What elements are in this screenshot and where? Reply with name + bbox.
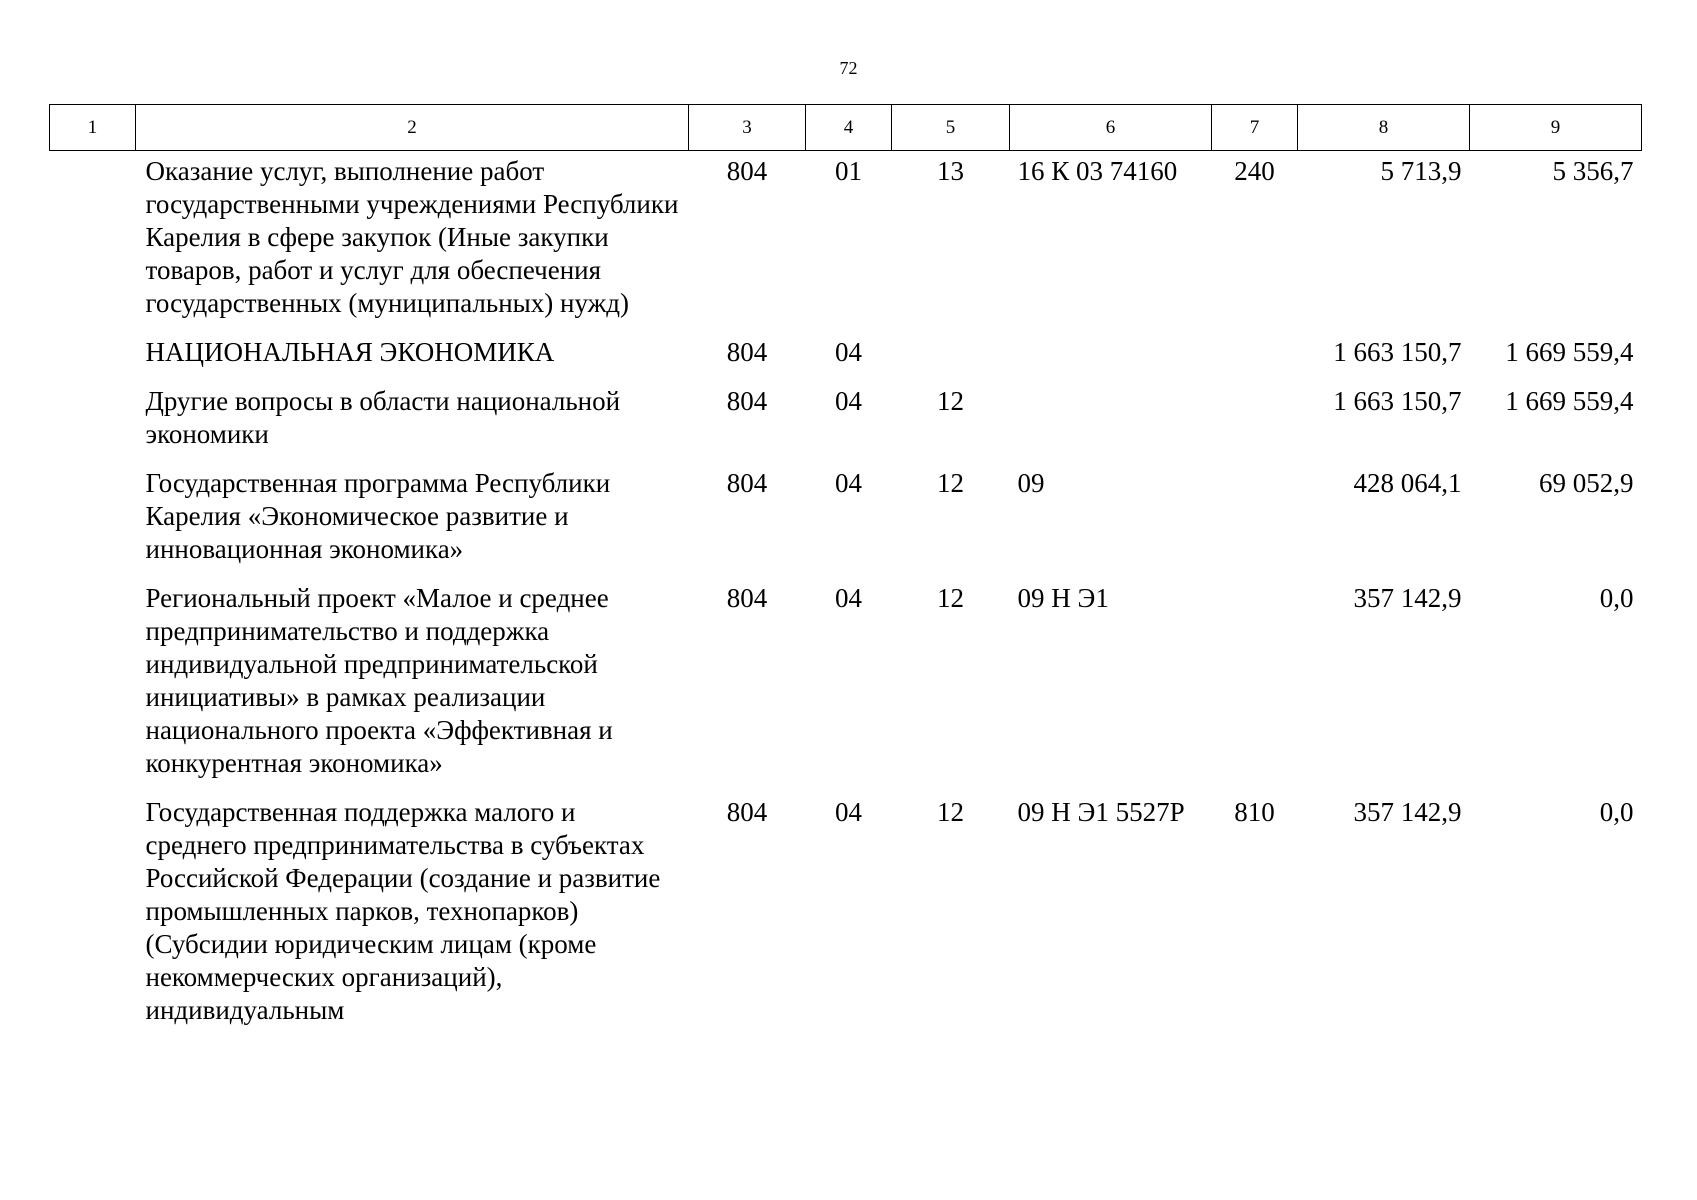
- row-ministry: 804: [726, 337, 768, 367]
- row-amount-2: 1 669 559,4: [1505, 386, 1634, 416]
- header-col-6: 6: [1010, 105, 1212, 151]
- header-col-4: 4: [806, 105, 892, 151]
- row-expense-type: [1212, 381, 1298, 463]
- row-number: [50, 151, 136, 333]
- table-row: [50, 332, 1642, 381]
- row-section: 04: [835, 797, 862, 827]
- budget-table: [49, 104, 1642, 1039]
- row-amount-1: 1 663 150,7: [1333, 337, 1462, 367]
- row-name: Оказание услуг, выполнение работ государственными учреждениями Республики Карелия в сфере закупок (Иные закупки товаров, работ и услуг для обеспечения государственных (муниципальных) нужд): [145, 156, 679, 318]
- table-row: [50, 792, 1642, 1039]
- row-target: 09 Н Э1: [1017, 583, 1109, 613]
- table-row: [50, 578, 1642, 792]
- row-ministry: 804: [726, 386, 768, 416]
- row-section: 04: [835, 386, 862, 416]
- row-ministry: 804: [726, 797, 768, 827]
- row-subsection: 12: [937, 386, 964, 416]
- row-amount-2: 69 052,9: [1539, 468, 1634, 498]
- row-number: [50, 578, 136, 792]
- row-amount-1: 5 713,9: [1380, 156, 1462, 186]
- table-row: [50, 381, 1642, 463]
- row-subsection: 12: [937, 797, 964, 827]
- row-name: НАЦИОНАЛЬНАЯ ЭКОНОМИКА: [145, 337, 555, 367]
- table-header-row: [50, 105, 1642, 151]
- row-number: [50, 332, 136, 381]
- row-expense-type: [1212, 463, 1298, 578]
- header-col-1: 1: [50, 105, 136, 151]
- row-section: 04: [835, 337, 862, 367]
- row-name: Региональный проект «Малое и среднее предпринимательство и поддержка индивидуальной предпринимательской инициативы» в рамках реализации национального проекта «Эффективная и конкурентная экономика»: [145, 583, 613, 778]
- row-target: [1010, 332, 1212, 381]
- row-section: 04: [835, 583, 862, 613]
- row-section: 01: [835, 156, 862, 186]
- row-target: [1010, 381, 1212, 463]
- header-col-9: 9: [1470, 105, 1642, 151]
- row-amount-1: 357 142,9: [1353, 583, 1462, 613]
- row-number: [50, 463, 136, 578]
- row-amount-2: 1 669 559,4: [1505, 337, 1634, 367]
- row-expense-type: [1212, 578, 1298, 792]
- row-target: 09 Н Э1 5527Р: [1017, 797, 1185, 827]
- row-name: Другие вопросы в области национальной экономики: [145, 386, 621, 449]
- row-name: Государственная программа Республики Карелия «Экономическое развитие и инновационная экономика»: [145, 468, 611, 564]
- row-expense-type: [1212, 332, 1298, 381]
- row-number: [50, 381, 136, 463]
- header-col-3: 3: [689, 105, 806, 151]
- header-col-8: 8: [1298, 105, 1470, 151]
- header-col-5: 5: [892, 105, 1010, 151]
- header-col-7: 7: [1212, 105, 1298, 151]
- row-expense-type: 240: [1234, 156, 1275, 186]
- table-row: [50, 151, 1642, 333]
- row-subsection: 13: [937, 156, 964, 186]
- row-subsection: 12: [937, 468, 964, 498]
- row-amount-1: 357 142,9: [1353, 797, 1462, 827]
- row-target: 09: [1017, 468, 1045, 498]
- row-expense-type: 810: [1234, 797, 1275, 827]
- row-ministry: 804: [726, 583, 768, 613]
- row-amount-2: 0,0: [1599, 797, 1634, 827]
- row-amount-1: 428 064,1: [1353, 468, 1462, 498]
- row-subsection: [892, 332, 1010, 381]
- row-ministry: 804: [726, 468, 768, 498]
- row-target: 16 К 03 74160: [1017, 156, 1178, 186]
- table-row: [50, 463, 1642, 578]
- row-amount-2: 0,0: [1599, 583, 1634, 613]
- row-subsection: 12: [937, 583, 964, 613]
- row-amount-1: 1 663 150,7: [1333, 386, 1462, 416]
- page-number: 72: [839, 58, 858, 78]
- header-col-2: 2: [136, 105, 689, 151]
- row-name: Государственная поддержка малого и среднего предпринимательства в субъектах Российской Федерации (создание и развитие промышленных парков, технопарков) (Субсидии юридическим лицам (кроме некоммерческих организаций), индивидуальным: [145, 797, 661, 1025]
- row-amount-2: 5 356,7: [1552, 156, 1634, 186]
- row-ministry: 804: [726, 156, 768, 186]
- row-section: 04: [835, 468, 862, 498]
- row-number: [50, 792, 136, 1039]
